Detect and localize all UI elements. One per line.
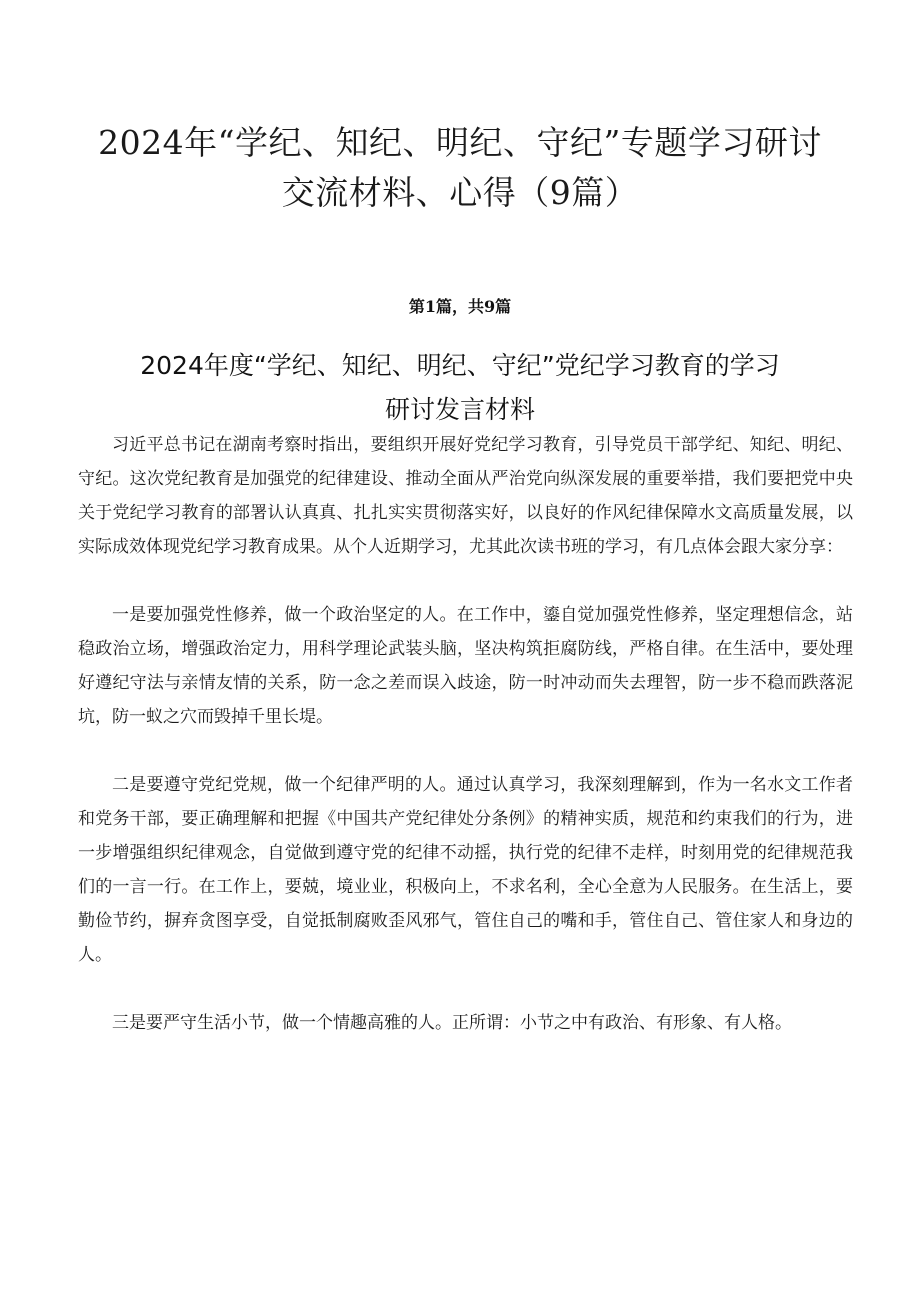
document-title-line-2: 交流材料、心得（9篇） (281, 173, 639, 212)
document-title-line-1: 2024年“学纪、知纪、明纪、守纪”专题学习研讨 (98, 123, 822, 162)
section-title-line-1: 2024年度“学纪、知纪、明纪、守纪”党纪学习教育的学习 (140, 351, 780, 380)
part-label: 第1篇，共9篇 (408, 297, 512, 316)
paragraph-point-1: 一是要加强党性修养，做一个政治坚定的人。在工作中，鎏自觉加强党性修养，坚定理想信念，站稳政治立场，增强政治定力，用科学理论武装头脑，坚决构筑拒腐防线，严格自律。在生活中，要处理好遵纪守法与亲情友情的关系，防一念之差而误入歧途，防一时冲动而失去理智，防一步不稳而跌落泥坑，防一蚁之穴而毁掉千里长堤。 (78, 605, 853, 727)
document-title (60, 118, 860, 218)
section-title-line-2: 研讨发言材料 (384, 395, 535, 424)
paragraph-point-2: 二是要遵守党纪党规，做一个纪律严明的人。通过认真学习，我深刻理解到，作为一名水文工作者和党务干部，要正确理解和把握《中国共产党纪律处分条例》的精神实质，规范和约束我们的行为，进一步增强组织纪律观念，自觉做到遵守党的纪律不动摇，执行党的纪律不走样，时刻用党的纪律规范我们的一言一行。在工作上，要兢，境业业，积极向上，不求名利，全心全意为人民服务。在生活上，要勤俭节约，摒弃贪图享受，自觉抵制腐败歪风邪气，管住自己的嘴和手，管住自己、管住家人和身边的人。 (78, 775, 853, 965)
section-title (60, 344, 860, 432)
paragraph-intro: 习近平总书记在湖南考察时指出，要组织开展好党纪学习教育，引导党员干部学纪、知纪、明纪、守纪。这次党纪教育是加强党的纪律建设、推动全面从严治党向纵深发展的重要举措，我们要把党中央关于党纪学习教育的部署认认真真、扎扎实实贯彻落实好，以良好的作风纪律保障水文高质量发展，以实际成效体现党纪学习教育成果。从个人近期学习，尤其此次读书班的学习，有几点体会跟大家分享： (78, 435, 853, 557)
document-body (78, 428, 853, 1074)
paragraph-point-3: 三是要严守生活小节，做一个情趣高雅的人。正所谓：小节之中有政治、有形象、有人格。 (112, 1013, 792, 1033)
